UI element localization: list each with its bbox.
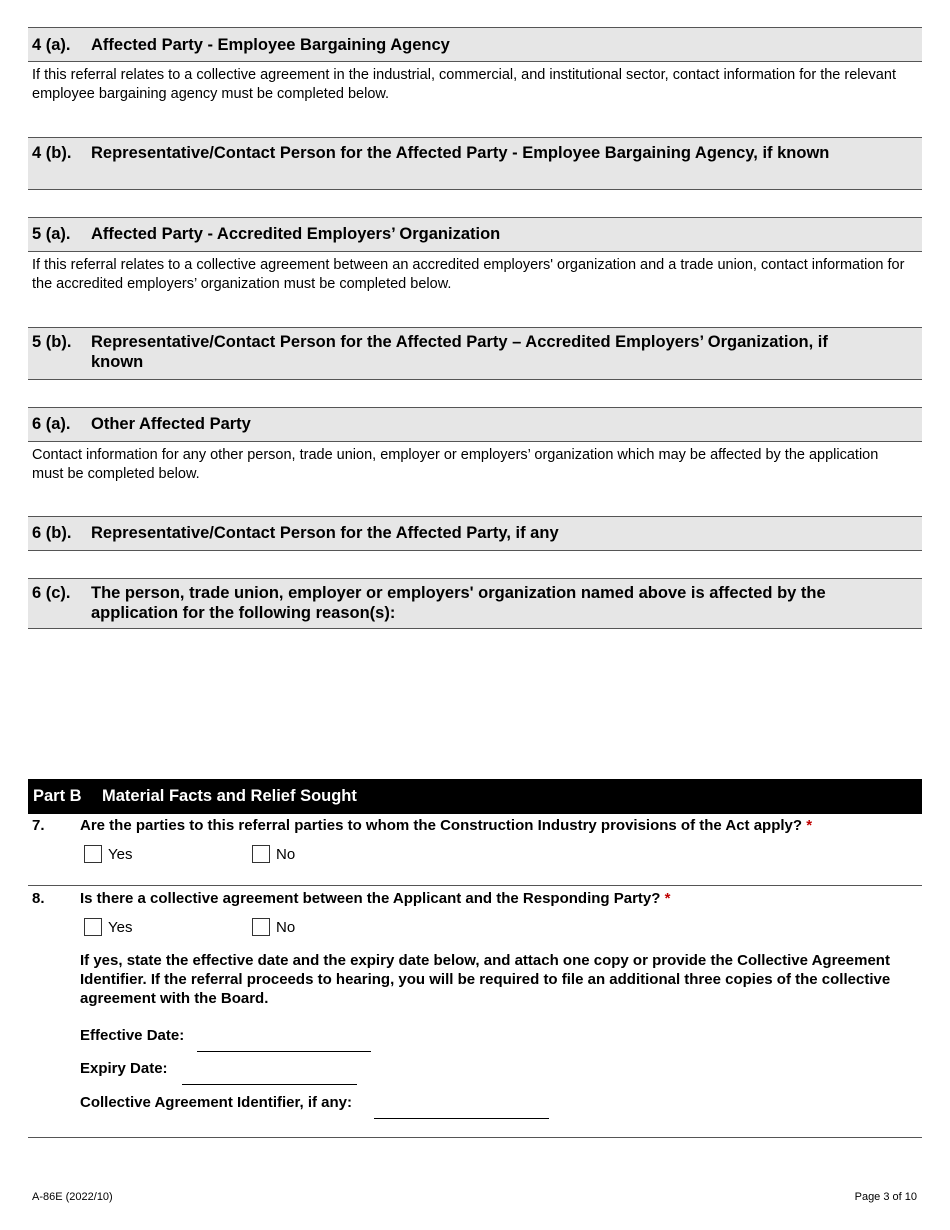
expiry-date-input[interactable] [182, 1067, 357, 1085]
section-header-6c [28, 578, 922, 629]
section-number: 5 (b). [32, 333, 72, 351]
identifier-input[interactable] [374, 1101, 549, 1119]
section-header-5b [28, 327, 922, 380]
question-text: Are the parties to this referral parties to whom the Construction Industry provisions of the Act apply? * [80, 817, 813, 834]
form-id: A-86E (2022/10) [32, 1191, 113, 1203]
section-title: Other Affected Party [91, 415, 251, 433]
section-header-5a [28, 217, 922, 252]
section-description-5a: If this referral relates to a collective agreement between an accredited employers' organization and a trade union, contact information for the accredited employers’ organization must be completed below. [32, 257, 905, 292]
checkbox-box[interactable] [84, 845, 102, 863]
checkbox-box[interactable] [252, 918, 270, 936]
identifier-label: Collective Agreement Identifier, if any: [80, 1094, 353, 1111]
effective-date-label: Effective Date: [80, 1027, 185, 1044]
section-header-6a [28, 407, 922, 442]
part-number: Part B [33, 787, 82, 805]
question-number: 8. [32, 890, 45, 907]
q8-no-checkbox[interactable] [252, 918, 295, 936]
part-b-header [28, 779, 922, 814]
checkbox-label: No [276, 845, 296, 863]
question-text: Is there a collective agreement between the Applicant and the Responding Party? * [80, 890, 671, 907]
section-title: Affected Party - Accredited Employers’ Organization [91, 225, 501, 243]
q7-yes-checkbox[interactable] [84, 845, 132, 863]
checkbox-label: Yes [108, 845, 133, 863]
expiry-date-label: Expiry Date: [80, 1060, 168, 1077]
divider [28, 1137, 922, 1138]
effective-date-input[interactable] [197, 1034, 371, 1052]
section-number: 6 (a). [32, 415, 71, 433]
section-title: Representative/Contact Person for the Affected Party – Accredited Employers’ Organization, if known [91, 333, 828, 371]
section-description-6a: Contact information for any other person, trade union, employer or employers’ organization which may be affected by the application must be completed below. [32, 447, 879, 482]
divider [28, 885, 922, 886]
checkbox-box[interactable] [84, 918, 102, 936]
section-number: 4 (b). [32, 144, 72, 162]
section-number: 6 (b). [32, 524, 72, 542]
section-title: Affected Party - Employee Bargaining Agency [91, 36, 450, 54]
section-title: Representative/Contact Person for the Affected Party - Employee Bargaining Agency, if known [91, 144, 830, 162]
q7-no-checkbox[interactable] [252, 845, 295, 863]
section-header-4b [28, 137, 922, 190]
q8-instructions: If yes, state the effective date and the expiry date below, and attach one copy or provide the Collective Agreement Identifier. If the referral proceeds to hearing, you will be required to file an additional three copies of the collective agreement with the Board. [80, 952, 891, 1007]
section-description-4a: If this referral relates to a collective agreement in the industrial, commercial, and institutional sector, contact information for the relevant employee bargaining agency must be completed below. [32, 67, 896, 102]
section-number: 4 (a). [32, 36, 71, 54]
q8-yes-checkbox[interactable] [84, 918, 132, 936]
required-mark: * [806, 817, 813, 834]
page-number: Page 3 of 10 [854, 1191, 917, 1203]
section-number: 5 (a). [32, 225, 71, 243]
checkbox-label: Yes [108, 918, 133, 936]
checkbox-label: No [276, 918, 296, 936]
section-header-6b [28, 516, 922, 551]
required-mark: * [664, 890, 671, 907]
section-number: 6 (c). [32, 584, 71, 602]
part-title: Material Facts and Relief Sought [102, 787, 357, 805]
question-number: 7. [32, 817, 45, 834]
section-title: The person, trade union, employer or employers' organization named above is affected by the application for the following reason(s): [91, 584, 826, 622]
section-title: Representative/Contact Person for the Affected Party, if any [91, 524, 559, 542]
checkbox-box[interactable] [252, 845, 270, 863]
section-header-4a [28, 27, 922, 62]
